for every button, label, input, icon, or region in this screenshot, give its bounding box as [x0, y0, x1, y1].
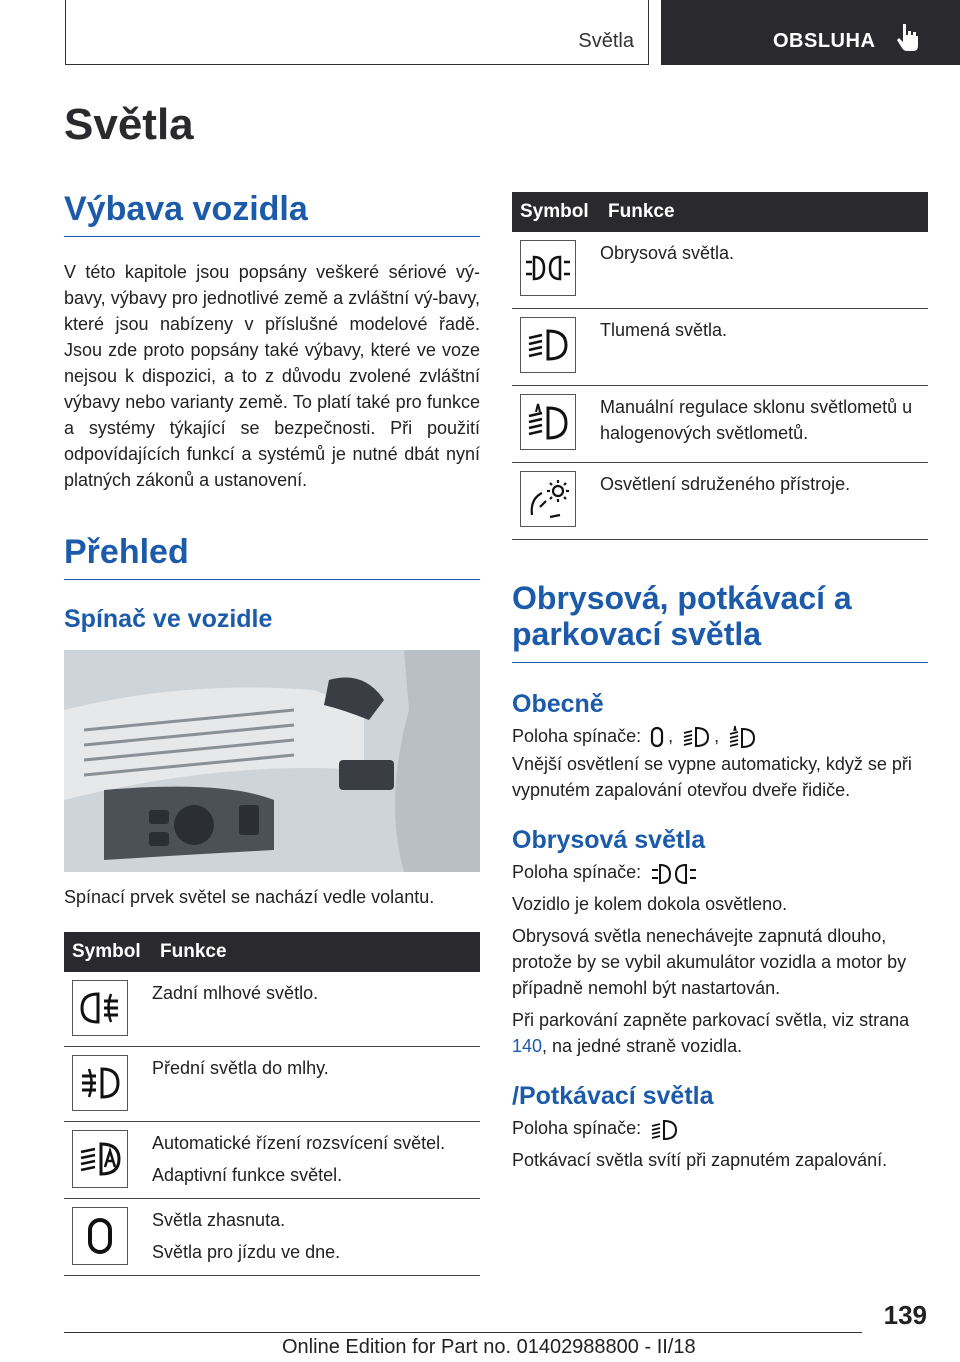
col-symbol: Symbol — [64, 932, 152, 972]
auto-headlight-icon — [77, 1140, 123, 1178]
vybava-text: V této kapitole jsou popsány veškeré sériové vý-bavy, výbavy pro jednotlivé země a zvláštní vý-bavy, které jsou nabízeny v příslušné modelové řadě. Jsou zde proto popsány také výbavy, které ve voze nejsou k dispozici, a to z důvodu zvolené zvláštní výbavy nebo varianty země. To platí také pro funkce a systémy týkající se bezpečnosti. Při použití odpovídajících funkcí a systémů je nutné dbát nyní platných zákonů a ustanovení. — [64, 262, 480, 490]
heading-prehled: Přehled — [64, 533, 480, 580]
row-text: Manuální regulace sklonu světlometů u halogenových světlometů. — [600, 386, 928, 463]
table-row — [64, 1122, 480, 1199]
table-row — [512, 232, 928, 309]
symbol-table-right — [512, 192, 928, 540]
header-chapter-tab — [661, 0, 960, 65]
obecne-text: Vnější osvětlení se vypne automaticky, když se při vypnutém zapalování otevřou dveře řidiče. — [512, 754, 912, 801]
front-fog-light-icon — [78, 1065, 122, 1101]
parking-lights-small-icon — [650, 863, 698, 885]
row-text: Obrysová světla. — [600, 232, 928, 309]
hand-pointer-icon — [895, 22, 921, 52]
table-row — [64, 1199, 480, 1276]
page-title: Světla — [64, 100, 194, 149]
obecne-switch-position: Poloha spínače: , , — [512, 723, 928, 749]
left-column — [64, 190, 480, 1276]
heading-obrysova: Obrysová světla — [512, 826, 706, 855]
row-text: Adaptivní funkce světel. — [152, 1165, 343, 1185]
col-symbol: Symbol — [512, 192, 600, 232]
table-row — [512, 463, 928, 540]
low-beam-small-icon — [650, 1119, 678, 1141]
footer-edition: Online Edition for Part no. 01402988800 - II/18 — [282, 1336, 696, 1358]
row-text: Automatické řízení rozsvícení světel. — [152, 1133, 446, 1153]
symbol-table-left — [64, 932, 480, 1276]
headlight-range-small-icon — [728, 725, 756, 749]
right-column — [512, 192, 928, 1173]
low-beam-icon — [526, 327, 570, 363]
row-text: Přední světla do mlhy. — [152, 1047, 480, 1122]
rear-fog-light-icon — [78, 990, 122, 1026]
potkavaci-switch-position: Poloha spínače: — [512, 1115, 928, 1141]
potkavaci-text: Potkávací světla svítí při zapnutém zapalování. — [512, 1150, 888, 1171]
parking-lights-icon — [524, 253, 572, 283]
page-link-140[interactable]: 140 — [512, 1036, 543, 1057]
footer-divider — [64, 1332, 862, 1333]
table-row — [64, 972, 480, 1047]
heading-potkavaci: /Potkávací světla — [512, 1082, 714, 1111]
headlight-range-icon — [526, 402, 570, 442]
table-row — [512, 386, 928, 463]
photo-caption: Spínací prvek světel se nachází vedle volantu. — [64, 887, 435, 907]
lights-off-icon — [85, 1216, 115, 1256]
table-row — [64, 1047, 480, 1122]
col-function: Funkce — [600, 192, 928, 232]
header-section-label: Světla — [578, 30, 634, 52]
obrysova-p3: Při parkování zapněte parkovací světla, viz strana 140, na jedné straně vozidla. — [512, 1010, 910, 1057]
heading-obrysova-potkavaci: Obrysová, potkávací a parkovací světla — [512, 580, 928, 663]
header-chapter-label: OBSLUHA — [773, 30, 876, 52]
lights-off-small-icon — [650, 726, 664, 748]
obrysova-p2: Obrysová světla nenechávejte zapnutá dlouho, protože by se vybil akumulátor vozidla a motor by případně nemohl být nastartován. — [512, 926, 907, 999]
col-function: Funkce — [152, 932, 480, 972]
table-row — [512, 309, 928, 386]
row-text: Zadní mlhové světlo. — [152, 972, 480, 1047]
page-number: 139 — [883, 1300, 927, 1330]
instrument-lighting-icon — [526, 477, 570, 521]
heading-obecne: Obecně — [512, 690, 604, 718]
row-text: Osvětlení sdruženého přístroje. — [600, 463, 928, 540]
header-section-tab — [65, 0, 649, 65]
row-text: Světla pro jízdu ve dne. — [152, 1242, 341, 1262]
heading-vybava: Výbava vozidla — [64, 190, 480, 237]
heading-spinac: Spínač ve vozidle — [64, 605, 273, 633]
light-switch-photo — [64, 650, 480, 872]
row-text: Světla zhasnuta. — [152, 1210, 286, 1230]
row-text: Tlumená světla. — [600, 309, 928, 386]
obrysova-p1: Vozidlo je kolem dokola osvětleno. — [512, 894, 788, 915]
low-beam-small-icon — [682, 726, 710, 748]
obrysova-switch-position: Poloha spínače: — [512, 859, 928, 885]
